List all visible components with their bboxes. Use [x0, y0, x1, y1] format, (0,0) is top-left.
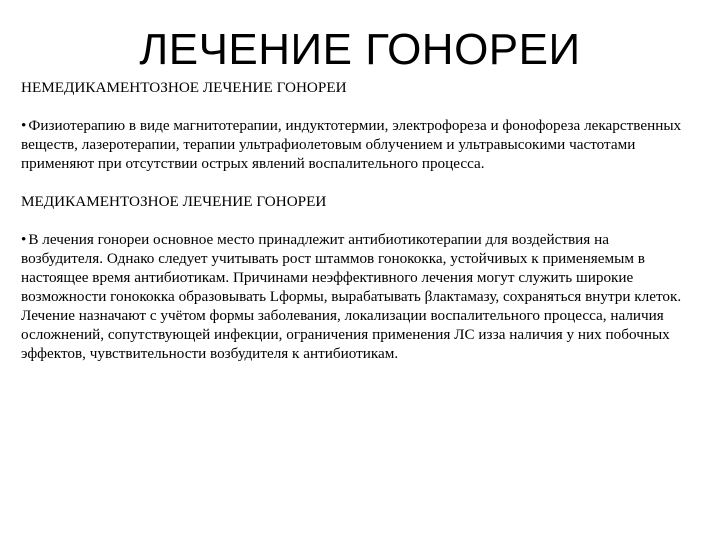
paragraph-text: Физиотерапию в виде магнитотерапии, индуктотермии, электрофореза и фонофореза лекарственных веществ, лазеротерапии, терапии ультрафиолетовым облучением и ультравысокими частотами применяют при отсутствии острых явлений воспалительного процесса. [21, 117, 682, 172]
slide-title: ЛЕЧЕНИЕ ГОНОРЕИ [139, 25, 581, 74]
spacer [21, 97, 691, 116]
slide-content [21, 78, 691, 363]
bullet-icon: • [21, 231, 27, 248]
spacer [21, 173, 691, 192]
section-heading-drug: МЕДИКАМЕНТОЗНОЕ ЛЕЧЕНИЕ ГОНОРЕИ [21, 193, 327, 210]
paragraph-text: В лечения гонореи основное место принадлежит антибиотикотерапии для воздействия на возбудителя. Однако следует учитывать рост штаммов гонококка, устойчивых к применяемым в настоящее время антибиотикам. Причинами неэффективного лечения могут служить широкие возможности гонококка образовывать Lформы, вырабатывать βлактамазу, сохраняться внутри клеток. Лечение назначают с учётом формы заболевания, локализации воспалительного процесса, наличия осложнений, сопутствующей инфекции, ограничения применения ЛС изза наличия у них побочных эффектов, чувствительности возбудителя к антибиотикам. [21, 231, 682, 362]
spacer [21, 211, 691, 230]
section-heading-non-drug: НЕМЕДИКАМЕНТОЗНОЕ ЛЕЧЕНИЕ ГОНОРЕИ [21, 79, 347, 96]
bullet-icon: • [21, 117, 27, 134]
section-paragraph-drug [21, 230, 691, 363]
section-paragraph-non-drug [21, 116, 691, 173]
